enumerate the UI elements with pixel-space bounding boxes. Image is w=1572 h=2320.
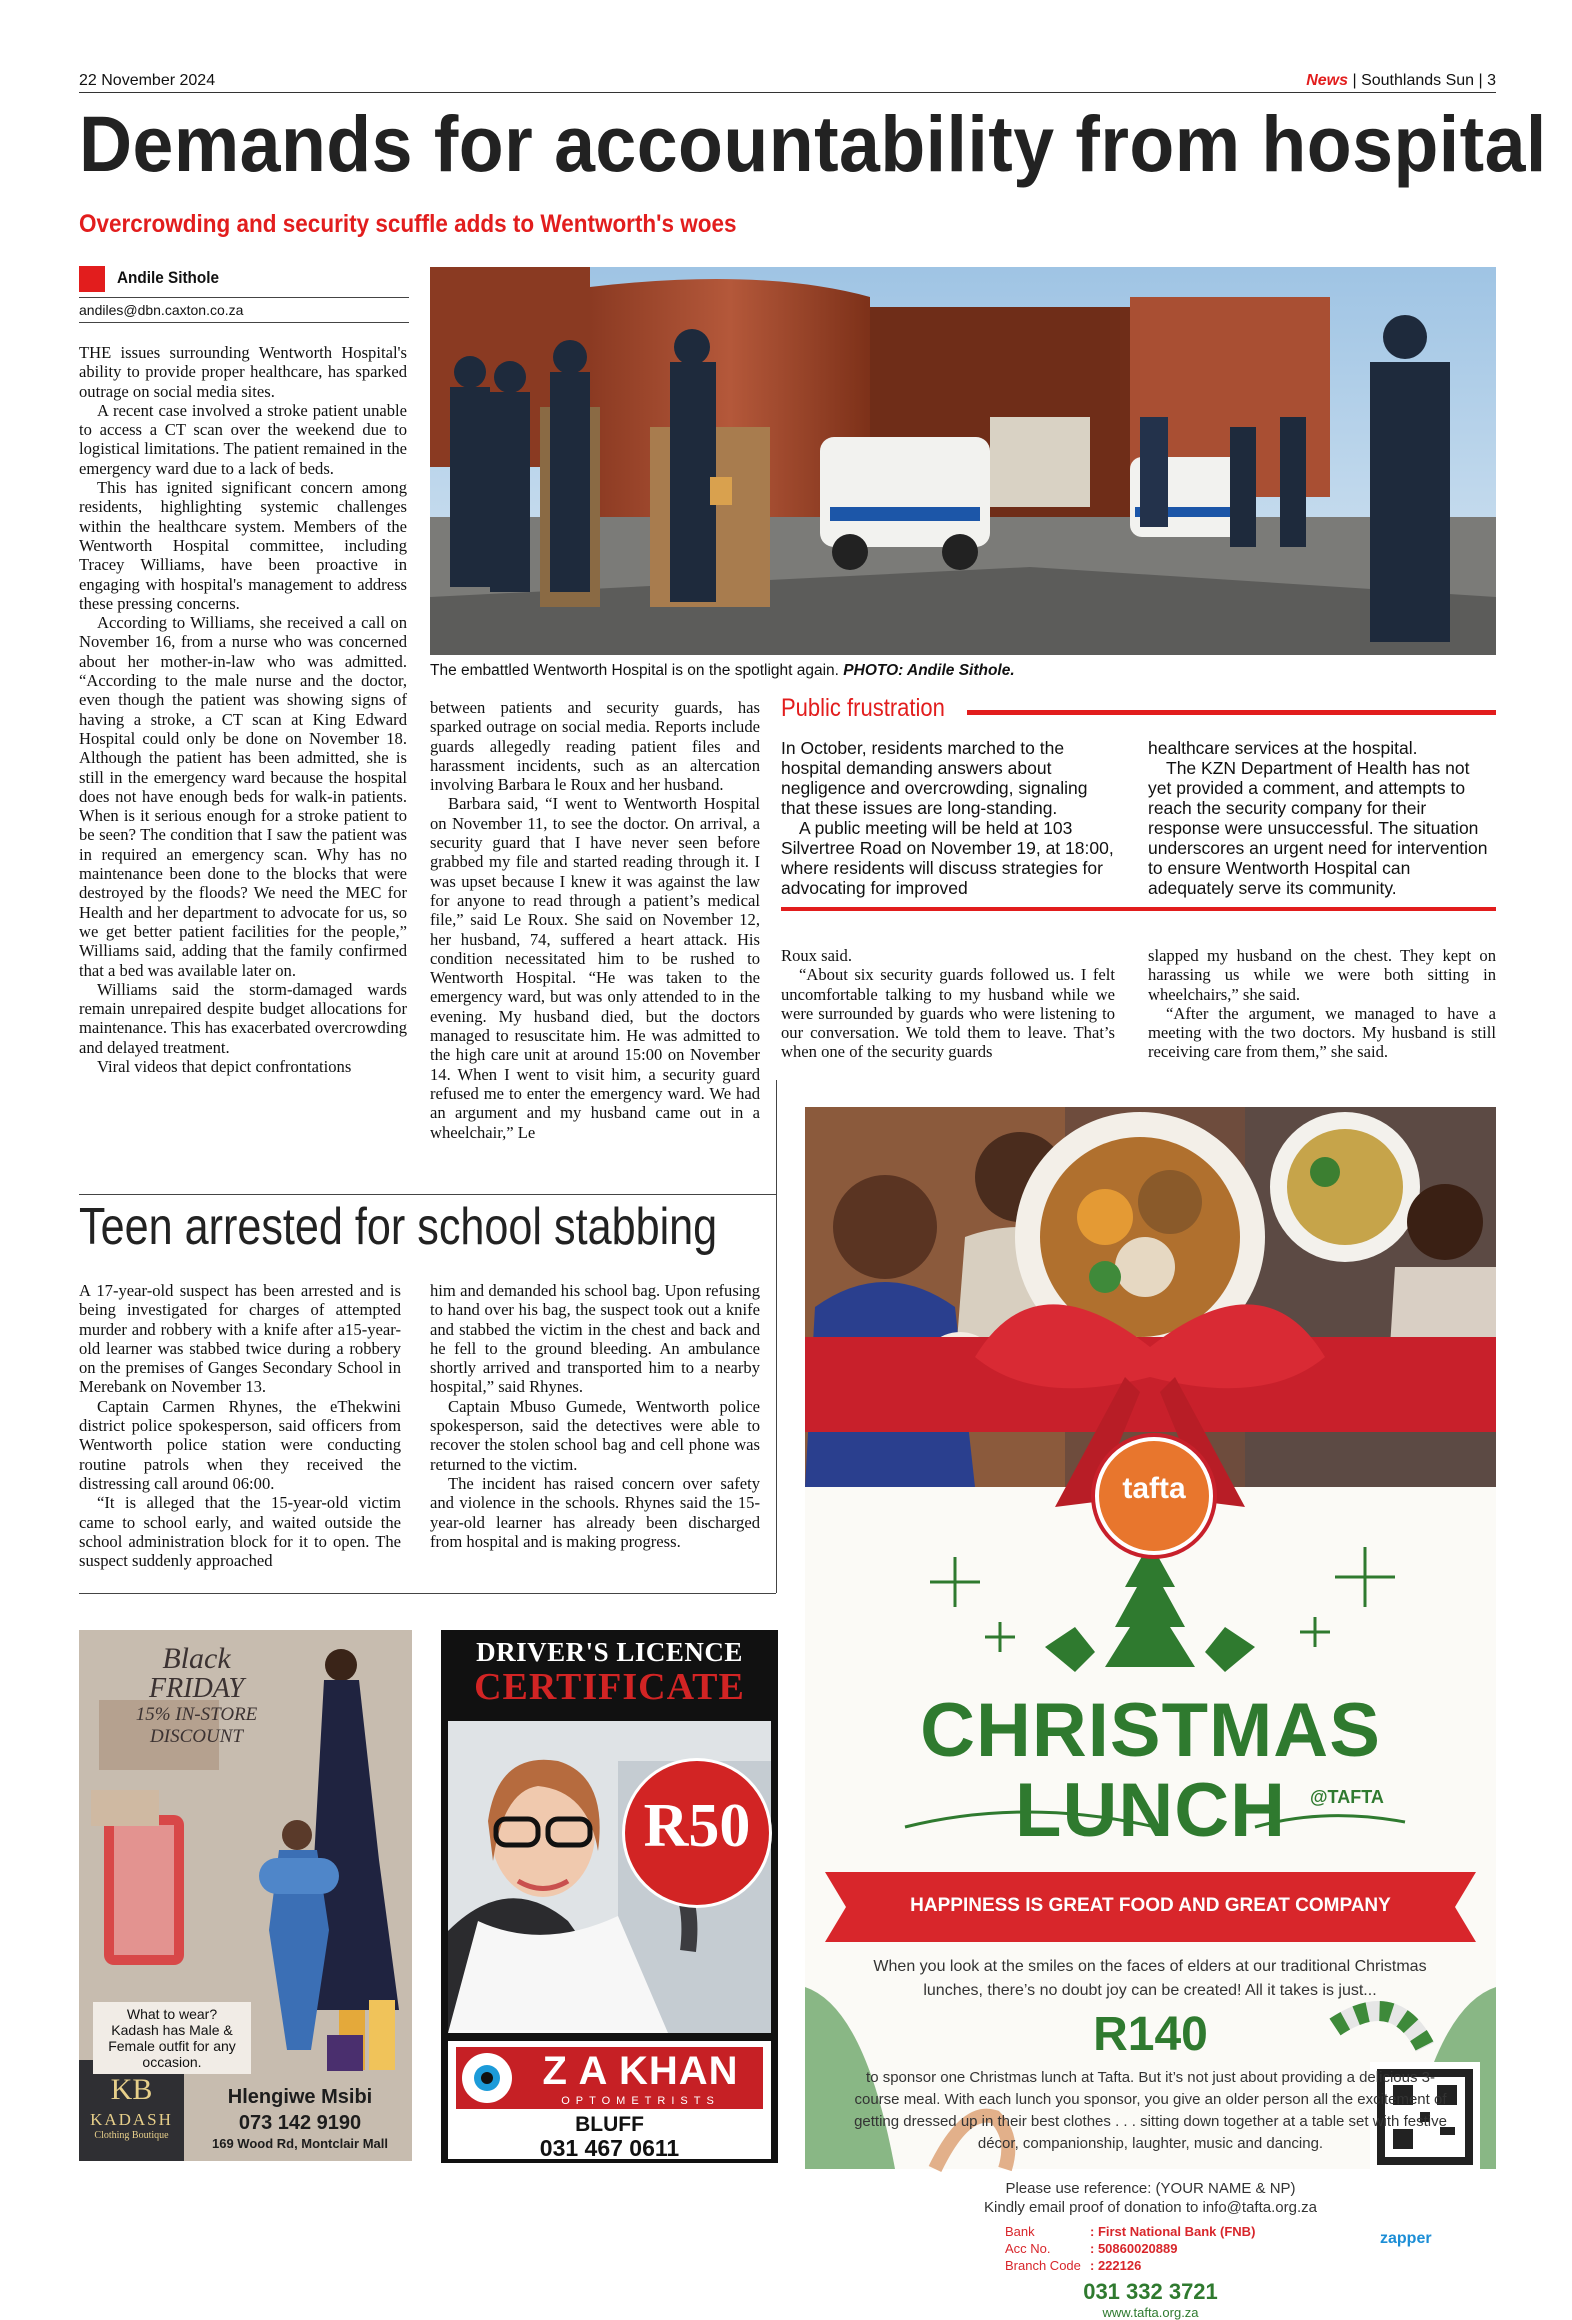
teen-col-2	[430, 1281, 760, 1551]
photo-caption	[430, 662, 1015, 680]
byline-marker	[79, 266, 105, 292]
kadash-promo	[109, 1644, 284, 1748]
licence-line2: CERTIFICATE	[474, 1666, 745, 1708]
kadash-promo-line4: DISCOUNT	[150, 1726, 243, 1747]
teen-top-rule	[79, 1194, 776, 1195]
tafta-handle: @TAFTA	[1310, 1787, 1384, 1807]
hospital-photo-image	[430, 267, 1496, 655]
kadash-contact	[191, 2084, 409, 2152]
kadash-brand-sub: Clothing Boutique	[94, 2130, 169, 2141]
header-folio	[1306, 72, 1496, 90]
tafta-price: R140	[1093, 2008, 1208, 2061]
article-para: slapped my husband on the chest. They kept on harassing us while we were both sitting in wheelchairs,” she said.	[1148, 946, 1496, 1004]
caption-credit: PHOTO: Andile Sithole.	[843, 662, 1015, 679]
byline-rule-2	[79, 322, 409, 323]
ad-kadash[interactable]	[79, 1630, 412, 2161]
tafta-ref: Please use reference: (YOUR NAME & NP)	[1005, 2180, 1296, 2197]
subheadline: Overcrowding and security scuffle adds to Wentworth's woes	[79, 210, 737, 238]
article-para: Barbara said, “I went to Wentworth Hospital on November 11, to see the doctor. On arrival, a security guard that I have never seen before grabbed my file and started reading through it. I was upset because I knew it was against the law for anyone to read through a patient’s medical file,” said Le Roux. She said on November 12, her husband, 74, suffered a heart attack. His condition necessitated him to be rushed to Wentworth Hospital. “He was taken to the emergency ward, but was only attended to in the evening. My husband died, but the doctors managed to resuscitate him. He was admitted to the high care unit at around 15:00 on November 14. When I went to visit him, a security guard refused me to enter the emergency ward. We had an argument and my husband came out in a wheelchair,” Le	[430, 794, 760, 1142]
licence-price: R50	[643, 1792, 751, 1860]
article-para: According to Williams, she received a call on November 16, from a nurse who was concerned about her mother-in-law who was admitted. “According to the male nurse and the doctor, even though the patient was showing signs of having a stroke, a CT scan at King Edward Hospital could only be done on November 18. Although the patient has been admitted, she is still in the emergency ward because the hospital does not have enough beds for walk-in patients. When is it serious enough for a stroke patient to be seen? The condition that I saw the patient was in required an emergency scan. Why has no maintenance been done to the blocks that were destroyed by the floods? We need the MEC for Health and her department to advocate for us, so we get better patient facilities for the people,” Williams said, adding that the family confirmed that a bed was available later on.	[79, 613, 407, 980]
kadash-wear-box	[93, 2002, 251, 2074]
kadash-phone: 073 142 9190	[238, 2112, 362, 2134]
tafta-title-1: CHRISTMAS	[920, 1688, 1381, 1773]
ad-tafta[interactable]	[805, 1107, 1496, 2320]
kadash-promo-line1: Black	[162, 1642, 231, 1675]
tafta-bank-details	[1005, 2223, 1255, 2274]
sidebar-col-1	[781, 738, 1118, 898]
teen-bottom-rule	[79, 1593, 776, 1594]
article-para: “After the argument, we managed to have a meeting with the two doctors. My husband is still receiving care from them,” she said.	[1148, 1003, 1496, 1062]
sidebar-para: In October, residents marched to the hospital demanding answers about negligence and overcrowding, signaling that these issues are long-standing.	[781, 738, 1088, 818]
licence-phone: 031 467 0611	[539, 2135, 680, 2161]
tafta-bank-value: : First National Bank (FNB)	[1090, 2224, 1256, 2239]
ad-licence[interactable]	[441, 1630, 778, 2163]
article-para: This has ignited significant concern among residents, highlighting systemic challenges within the healthcare system. Members of the Wentworth Hospital committee, including Tracey Williams, have been proactive in engaging with hospital's management to address these pressing concerns.	[79, 478, 407, 613]
teen-col-1	[79, 1281, 401, 1570]
kadash-promo-line3: 15% IN-STORE	[135, 1704, 258, 1725]
article-para: between patients and security guards, has sparked outrage on social media. Reports include guards allegedly reading patient files and harassment incidents, such as an altercation involving Barbara le Roux and her husband.	[430, 698, 760, 795]
tafta-acc-label: Acc No.	[1005, 2241, 1051, 2256]
sidebar-title: Public frustration	[781, 694, 945, 722]
byline-email: andiles@dbn.caxton.co.za	[79, 302, 244, 318]
kadash-brand: KADASH	[90, 2110, 173, 2129]
byline-rule	[79, 297, 409, 298]
header-paper: | Southlands Sun | 3	[1352, 72, 1496, 89]
article-para: “About six security guards followed us. I felt uncomfortable talking to my husband while we were surrounded by guards who were listening to our conversation. We told them to leave. That’s when one of the security guards	[781, 965, 1115, 1062]
sidebar-col-2	[1148, 738, 1496, 898]
article-col-4	[1148, 946, 1496, 1062]
tafta-intro: When you look at the smiles on the faces of elders at our traditional Christmas lunches, there’s no doubt joy can be created! All it takes is just...	[873, 1958, 1427, 1999]
kadash-promo-line2: FRIDAY	[149, 1673, 244, 1704]
article-para: Williams said the storm-damaged wards remain unrepaired despite budget allocations for maintenance. This has exacerbated overcrowding and delayed treatment.	[79, 979, 407, 1057]
tafta-title-2: LUNCH	[1015, 1768, 1286, 1853]
article-col-3	[781, 946, 1115, 1062]
licence-brand-sub: OPTOMETRISTS	[561, 2095, 720, 2107]
sidebar-para: healthcare services at the hospital.	[1148, 738, 1418, 758]
tafta-banner: HAPPINESS IS GREAT FOOD AND GREAT COMPANY	[910, 1895, 1391, 1916]
kadash-logo-mark: KB	[110, 2073, 153, 2106]
kadash-wear-q: What to wear?	[126, 2006, 218, 2022]
kadash-contact-name: Hlengiwe Msibi	[227, 2086, 373, 2108]
article-col-2	[430, 698, 760, 1188]
tafta-acc-value: : 50860020889	[1090, 2241, 1178, 2256]
teen-para: A 17-year-old suspect has been arrested and is being investigated for charges of attempted murder and robbery with a knife after a15-year-old learner was stabbed twice during a robbery on the premises of Ganges Secondary School in Merebank on November 13.	[79, 1281, 401, 1397]
header-section: News	[1306, 72, 1349, 89]
caption-text: The embattled Wentworth Hospital is on the spotlight again.	[430, 662, 839, 679]
teen-para: “It is alleged that the 15-year-old victim came to school early, and waited outside the school administration block for it to open. The suspect suddenly approached	[79, 1493, 401, 1571]
tafta-website: www.tafta.org.za	[1102, 2305, 1199, 2320]
licence-area: BLUFF	[575, 2113, 644, 2136]
page-headline: Demands for accountability from hospital	[79, 99, 1547, 188]
tafta-branch-label: Branch Code	[1005, 2258, 1081, 2273]
sidebar-para: The KZN Department of Health has not yet provided a comment, and attempts to reach the security company for their response were unsuccessful. The situation underscores an urgent need for intervention to ensure Wentworth Hospital can adequately serve its community.	[1148, 758, 1488, 898]
teen-para: Captain Carmen Rhynes, the eThekwini district police spokesperson, said officers from Wentworth police station were conducting routine patrols when they received the distressing call around 06:00.	[79, 1396, 401, 1493]
tafta-branch-value: : 222126	[1090, 2258, 1142, 2273]
teen-para: The incident has raised concern over safety and violence in the schools. Rhynes said the 15-year-old learner has already been discharged from hospital and is making progress.	[430, 1473, 760, 1551]
tafta-phone: 031 332 3721	[1083, 2279, 1218, 2304]
teen-para: him and demanded his school bag. Upon refusing to hand over his bag, the suspect took out a knife and stabbed the victim in the chest and back and he fell to the ground bleeding. An ambulance shortly arrived and transported him to a nearby hospital,” said Rhynes.	[430, 1281, 760, 1397]
sidebar-bottom-rule	[781, 907, 1496, 911]
hospital-photo	[430, 267, 1496, 655]
article-para: THE issues surrounding Wentworth Hospital's ability to provide proper healthcare, has sparked outrage on social media sites.	[79, 343, 407, 401]
byline-author: Andile Sithole	[117, 268, 220, 287]
licence-brand: Z A KHAN	[542, 2049, 739, 2093]
header-rule	[79, 92, 1496, 93]
tafta-bank-label: Bank	[1005, 2224, 1035, 2239]
teen-headline: Teen arrested for school stabbing	[79, 1198, 718, 1256]
header-date: 22 November 2024	[79, 72, 216, 89]
sidebar-para: A public meeting will be held at 103 Silvertree Road on November 19, at 18:00, where residents will discuss strategies for advocating for improved	[781, 818, 1114, 898]
sidebar-title-rule	[967, 710, 1496, 715]
tafta-logo: tafta	[1122, 1472, 1186, 1505]
kadash-logo	[79, 2070, 184, 2141]
article-para: A recent case involved a stroke patient unable to access a CT scan over the weekend due to logistical limitations. The patient remained in the emergency ward due to a lack of beds.	[79, 400, 407, 478]
zapper-logo: zapper	[1380, 2230, 1432, 2247]
article-col-1	[79, 343, 407, 1187]
article-para: Viral videos that depict confrontations	[97, 1056, 352, 1076]
eye-icon	[462, 2053, 512, 2103]
teen-para: Captain Mbuso Gumede, Wentworth police spokesperson, said the detectives were able to recover the stolen school bag and cell phone was returned to the victim.	[430, 1396, 760, 1474]
teen-box-border	[776, 1080, 777, 1593]
article-para: Roux said.	[781, 946, 852, 965]
licence-line1: DRIVER'S LICENCE	[476, 1637, 743, 1667]
kadash-wear-a: Kadash has Male & Female outfit for any occasion.	[108, 2022, 236, 2070]
kadash-address: 169 Wood Rd, Montclair Mall	[211, 2136, 388, 2151]
tafta-body: to sponsor one Christmas lunch at Tafta. But it’s not just about providing a delicious 3-course meal. With each lunch you sponsor, you give an older person all the excitement of getting dressed up in their best clothes . . . sitting down together at a table set with festive décor, companionship, laughter, music and dancing.	[854, 2069, 1447, 2152]
tafta-email-note: Kindly email proof of donation to info@tafta.org.za	[984, 2199, 1317, 2216]
